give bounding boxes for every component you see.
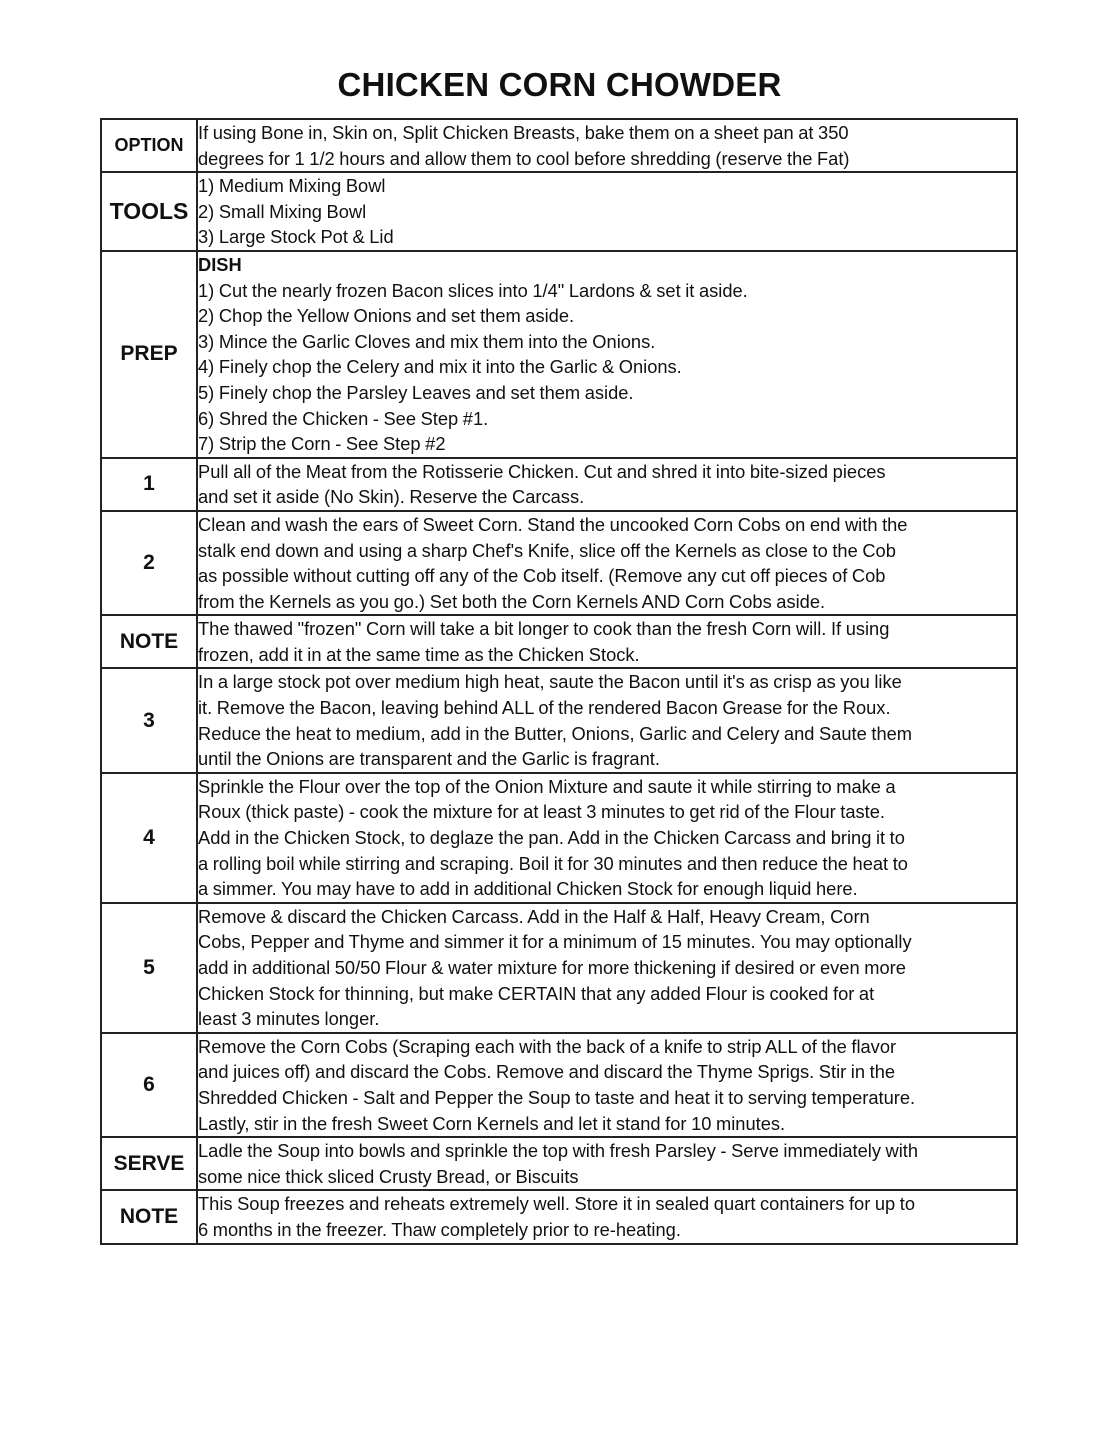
row-text-line: Remove & discard the Chicken Carcass. Add in the Half & Half, Heavy Cream, Corn — [198, 905, 870, 927]
row-text-line: as possible without cutting off any of the Cob itself. (Remove any cut off pieces of Cob — [198, 565, 886, 587]
row-content — [197, 773, 1017, 903]
row-content — [197, 1137, 1017, 1190]
row-content — [197, 172, 1017, 251]
recipe-row — [101, 119, 1017, 172]
row-text-line: and set it aside (No Skin). Reserve the Carcass. — [198, 486, 585, 508]
row-label: SERVE — [101, 1137, 197, 1190]
row-content — [197, 1190, 1017, 1243]
row-heading: DISH — [198, 253, 242, 275]
row-content — [197, 668, 1017, 772]
row-content — [197, 119, 1017, 172]
recipe-row — [101, 1137, 1017, 1190]
row-text-line: If using Bone in, Skin on, Split Chicken Breasts, bake them on a sheet pan at 350 — [198, 122, 849, 143]
row-text-line: 5) Finely chop the Parsley Leaves and set them aside. — [198, 381, 634, 403]
recipe-row — [101, 903, 1017, 1033]
row-text-line: add in additional 50/50 Flour & water mixture for more thickening if desired or even more — [198, 957, 906, 978]
row-text-line: some nice thick sliced Crusty Bread, or Biscuits — [198, 1165, 579, 1187]
row-text-line: 3) Mince the Garlic Cloves and mix them into the Onions. — [198, 330, 656, 352]
recipe-row — [101, 1190, 1017, 1243]
row-text-line: This Soup freezes and reheats extremely well. Store it in sealed quart containers for up to — [198, 1193, 916, 1215]
recipe-table-body — [101, 119, 1017, 1244]
row-text-line: Reduce the heat to medium, add in the Butter, Onions, Garlic and Celery and Saute them — [198, 722, 913, 744]
row-label: 2 — [101, 511, 197, 615]
row-text-line: until the Onions are transparent and the Garlic is fragrant. — [198, 748, 660, 770]
row-text-line: degrees for 1 1/2 hours and allow them to cool before shredding (reserve the Fat) — [198, 147, 850, 169]
row-text-line: Pull all of the Meat from the Rotisserie Chicken. Cut and shred it into bite-sized pieces — [198, 460, 886, 482]
row-content — [197, 511, 1017, 615]
recipe-table — [100, 118, 1018, 1245]
row-text-line: least 3 minutes longer. — [198, 1008, 380, 1030]
recipe-row — [101, 251, 1017, 458]
row-text-line: a rolling boil while stirring and scraping. Boil it for 30 minutes and then reduce the heat to — [198, 852, 908, 874]
row-text-line: Ladle the Soup into bowls and sprinkle the top with fresh Parsley - Serve immediately with — [198, 1140, 919, 1162]
row-text-line: 4) Finely chop the Celery and mix it into the Garlic & Onions. — [198, 356, 682, 378]
row-label: PREP — [101, 251, 197, 458]
row-text-line: Shredded Chicken - Salt and Pepper the Soup to taste and heat it to serving temperature. — [198, 1086, 916, 1108]
row-content — [197, 1033, 1017, 1137]
row-text-line: Add in the Chicken Stock, to deglaze the pan. Add in the Chicken Carcass and bring it to — [198, 827, 905, 849]
row-text-line: a simmer. You may have to add in additional Chicken Stock for enough liquid here. — [198, 878, 858, 900]
row-text-line: Clean and wash the ears of Sweet Corn. Stand the uncooked Corn Cobs on end with the — [198, 513, 908, 535]
row-label: 3 — [101, 668, 197, 772]
page-title: CHICKEN CORN CHOWDER — [337, 66, 782, 103]
row-label: NOTE — [101, 1190, 197, 1243]
row-text-line: Remove the Corn Cobs (Scraping each with the back of a knife to strip ALL of the flavor — [198, 1035, 897, 1057]
row-text-line: Cobs, Pepper and Thyme and simmer it for a minimum of 15 minutes. You may optionally — [198, 931, 912, 953]
row-text-line: In a large stock pot over medium high heat, saute the Bacon until it's as crisp as you like — [198, 671, 902, 693]
row-text-line: Lastly, stir in the fresh Sweet Corn Kernels and let it stand for 10 minutes. — [198, 1112, 786, 1134]
row-text-line: 1) Cut the nearly frozen Bacon slices into 1/4" Lardons & set it aside. — [198, 279, 748, 301]
row-text-line: 6 months in the freezer. Thaw completely prior to re-heating. — [198, 1218, 681, 1240]
row-content — [197, 903, 1017, 1033]
row-text-line: from the Kernels as you go.) Set both the Corn Kernels AND Corn Cobs aside. — [198, 590, 826, 612]
row-label: OPTION — [101, 119, 197, 172]
row-text-line: 1) Medium Mixing Bowl — [198, 175, 386, 197]
row-text-line: stalk end down and using a sharp Chef's Knife, slice off the Kernels as close to the Cob — [198, 539, 896, 561]
row-text-line: 2) Small Mixing Bowl — [198, 200, 367, 222]
row-label: NOTE — [101, 615, 197, 668]
row-text-line: it. Remove the Bacon, leaving behind ALL of the rendered Bacon Grease for the Roux. — [198, 697, 891, 719]
recipe-row — [101, 458, 1017, 511]
row-text-line: and juices off) and discard the Cobs. Remove and discard the Thyme Sprigs. Stir in the — [198, 1061, 896, 1083]
row-text-line: 2) Chop the Yellow Onions and set them aside. — [198, 305, 575, 327]
row-content — [197, 458, 1017, 511]
row-content — [197, 615, 1017, 668]
recipe-row — [101, 511, 1017, 615]
row-text-line: Chicken Stock for thinning, but make CERTAIN that any added Flour is cooked for at — [198, 982, 875, 1004]
row-text-line: The thawed "frozen" Corn will take a bit longer to cook than the fresh Corn will. If using — [198, 618, 890, 640]
row-label: 5 — [101, 903, 197, 1033]
recipe-row — [101, 1033, 1017, 1137]
recipe-row — [101, 172, 1017, 251]
row-text-line: frozen, add it in at the same time as the Chicken Stock. — [198, 643, 640, 665]
row-label: 4 — [101, 773, 197, 903]
row-text-line: 7) Strip the Corn - See Step #2 — [198, 433, 446, 455]
row-text-line: 6) Shred the Chicken - See Step #1. — [198, 407, 489, 429]
row-label: 6 — [101, 1033, 197, 1137]
recipe-row — [101, 773, 1017, 903]
recipe-row — [101, 668, 1017, 772]
row-text-line: 3) Large Stock Pot & Lid — [198, 226, 394, 248]
row-text-line: Sprinkle the Flour over the top of the Onion Mixture and saute it while stirring to make a — [198, 775, 896, 797]
recipe-row — [101, 615, 1017, 668]
row-text-line: Roux (thick paste) - cook the mixture for at least 3 minutes to get rid of the Flour taste. — [198, 801, 886, 823]
row-content — [197, 251, 1017, 458]
row-label: TOOLS — [101, 172, 197, 251]
row-label: 1 — [101, 458, 197, 511]
